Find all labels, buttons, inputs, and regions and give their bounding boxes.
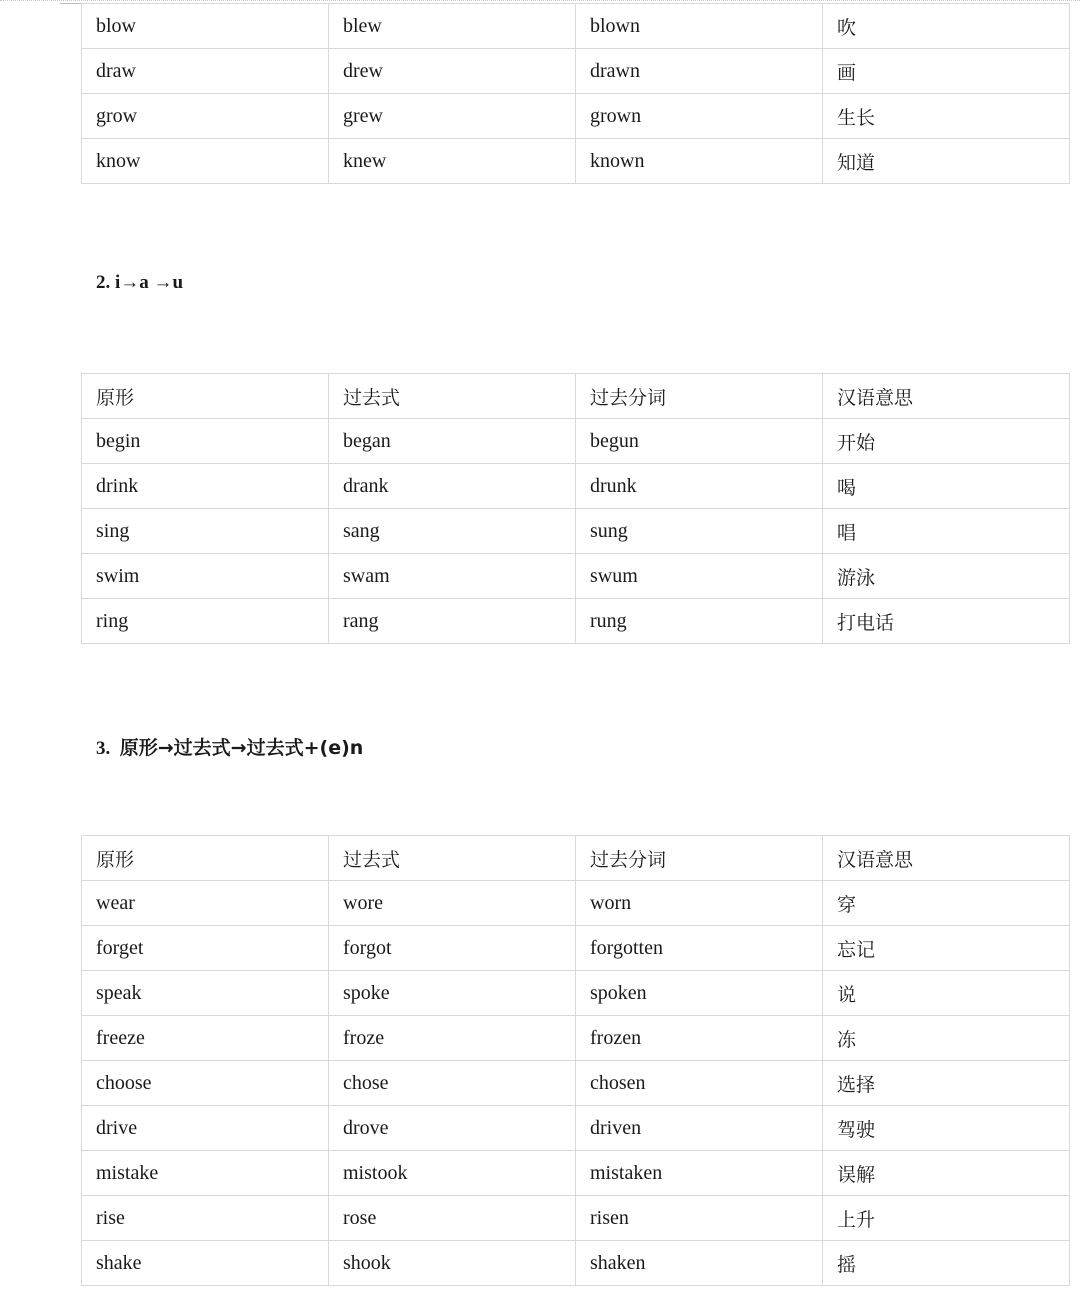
cell-past-tense: wore [329,881,576,926]
cell-past-participle: begun [576,419,823,464]
cell-base-form: shake [82,1241,329,1286]
cell-past-participle: frozen [576,1016,823,1061]
header-past-tense: 过去式 [329,836,576,881]
cell-past-tense: shook [329,1241,576,1286]
table-row [82,1106,1070,1151]
header-past-tense: 过去式 [329,374,576,419]
header-past-participle: 过去分词 [576,836,823,881]
cell-chinese-meaning: 摇 [823,1241,1070,1286]
cell-past-participle: known [576,139,823,184]
cell-base-form: rise [82,1196,329,1241]
header-base-form: 原形 [82,374,329,419]
cell-chinese-meaning: 上升 [823,1196,1070,1241]
cell-past-participle: chosen [576,1061,823,1106]
cell-past-tense: mistook [329,1151,576,1196]
table-row [82,554,1070,599]
cell-base-form: choose [82,1061,329,1106]
cell-chinese-meaning: 开始 [823,419,1070,464]
cell-past-participle: swum [576,554,823,599]
cell-base-form: freeze [82,1016,329,1061]
cell-past-tense: began [329,419,576,464]
table-row [82,49,1070,94]
cell-base-form: drive [82,1106,329,1151]
cell-past-tense: drew [329,49,576,94]
cell-past-tense: drove [329,1106,576,1151]
cell-past-participle: drawn [576,49,823,94]
cell-past-participle: driven [576,1106,823,1151]
cell-past-participle: risen [576,1196,823,1241]
cell-chinese-meaning: 唱 [823,509,1070,554]
table-row [82,1151,1070,1196]
cell-chinese-meaning: 误解 [823,1151,1070,1196]
cell-past-tense: swam [329,554,576,599]
cell-past-tense: spoke [329,971,576,1016]
cell-base-form: swim [82,554,329,599]
cell-base-form: know [82,139,329,184]
cell-chinese-meaning: 知道 [823,139,1070,184]
verb-table-3 [81,835,1070,1286]
cell-chinese-meaning: 选择 [823,1061,1070,1106]
cell-past-tense: forgot [329,926,576,971]
cell-past-tense: knew [329,139,576,184]
cell-base-form: speak [82,971,329,1016]
cell-base-form: drink [82,464,329,509]
cell-base-form: wear [82,881,329,926]
cell-past-participle: forgotten [576,926,823,971]
section-3-title: 原形→过去式→过去式+(e)n [119,737,364,759]
cell-past-participle: sung [576,509,823,554]
cell-past-tense: sang [329,509,576,554]
cell-past-tense: chose [329,1061,576,1106]
cell-chinese-meaning: 忘记 [823,926,1070,971]
cell-base-form: grow [82,94,329,139]
table-row [82,1061,1070,1106]
verb-table-1 [81,3,1070,184]
cell-chinese-meaning: 穿 [823,881,1070,926]
header-past-participle: 过去分词 [576,374,823,419]
cell-past-participle: spoken [576,971,823,1016]
table-header-row [82,836,1070,881]
cell-base-form: begin [82,419,329,464]
header-base-form: 原形 [82,836,329,881]
cell-chinese-meaning: 画 [823,49,1070,94]
cell-base-form: forget [82,926,329,971]
table-row [82,464,1070,509]
section-3-number: 3. [96,738,111,759]
table-row [82,1241,1070,1286]
cell-past-tense: grew [329,94,576,139]
table-row [82,881,1070,926]
table-row [82,926,1070,971]
cell-past-tense: rang [329,599,576,644]
cell-past-participle: grown [576,94,823,139]
section-3-heading [96,733,363,760]
table-row [82,94,1070,139]
cell-chinese-meaning: 游泳 [823,554,1070,599]
cell-base-form: mistake [82,1151,329,1196]
table-row [82,599,1070,644]
cell-chinese-meaning: 驾驶 [823,1106,1070,1151]
cell-chinese-meaning: 冻 [823,1016,1070,1061]
cell-past-participle: blown [576,4,823,49]
cell-past-participle: rung [576,599,823,644]
cell-past-tense: blew [329,4,576,49]
table-row [82,1196,1070,1241]
table-row [82,509,1070,554]
table-header-row [82,374,1070,419]
cell-base-form: draw [82,49,329,94]
table-row [82,419,1070,464]
cell-past-participle: drunk [576,464,823,509]
table-row [82,971,1070,1016]
table-row [82,139,1070,184]
header-chinese-meaning: 汉语意思 [823,374,1070,419]
cell-past-participle: mistaken [576,1151,823,1196]
cell-chinese-meaning: 喝 [823,464,1070,509]
cell-base-form: ring [82,599,329,644]
cell-past-tense: froze [329,1016,576,1061]
verb-table-2 [81,373,1070,644]
cell-base-form: blow [82,4,329,49]
section-2-heading: 2. i→a →u [96,272,184,293]
cell-chinese-meaning: 生长 [823,94,1070,139]
cell-chinese-meaning: 打电话 [823,599,1070,644]
cell-past-participle: shaken [576,1241,823,1286]
cell-base-form: sing [82,509,329,554]
cell-past-participle: worn [576,881,823,926]
cell-past-tense: rose [329,1196,576,1241]
header-chinese-meaning: 汉语意思 [823,836,1070,881]
cell-chinese-meaning: 说 [823,971,1070,1016]
table-row [82,4,1070,49]
table-row [82,1016,1070,1061]
cell-chinese-meaning: 吹 [823,4,1070,49]
cell-past-tense: drank [329,464,576,509]
